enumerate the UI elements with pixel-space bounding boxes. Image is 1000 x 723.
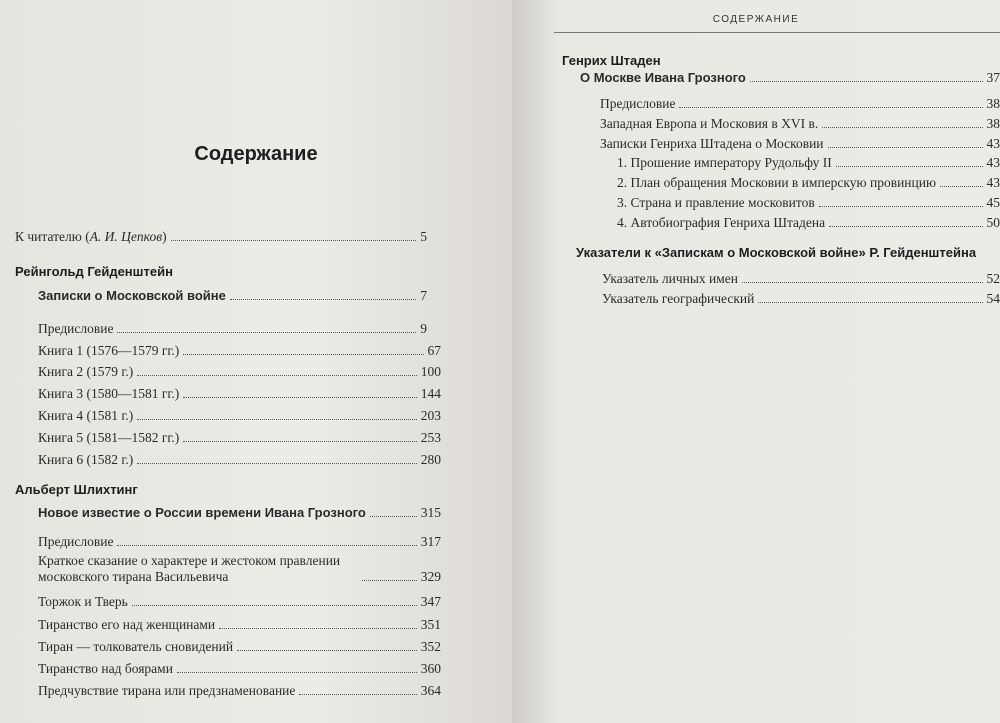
toc-entry-work [38,288,427,304]
toc-entry-work: О Москве Ивана Грозного 37 [580,70,1000,85]
author-heading-staden: Генрих Штаден [562,53,661,68]
toc-entry-work: Новое известие о России времени Ивана Грозного 315 [38,505,441,520]
running-head-rule [554,32,1000,33]
toc-entry: Краткое сказание о характере и жестоком правлении московского тирана Васильевича 329 [38,553,441,584]
toc-entry: Книга 2 (1579 г.) 100 [38,364,441,379]
author-heading-schlichting: Альберт Шлихтинг [15,482,138,497]
toc-entry-intro [15,229,427,245]
toc-entry: Записки Генриха Штадена о Московии 43 [600,136,1000,151]
toc-entry: Книга 4 (1581 г.) 203 [38,408,441,423]
toc-entry: Книга 3 (1580—1581 гг.) 144 [38,386,441,401]
toc-entry: Указатель личных имен 52 [602,271,1000,286]
toc-entry: Книга 5 (1581—1582 гг.) 253 [38,430,441,445]
running-head: СОДЕРЖАНИЕ [712,14,800,25]
toc-entry: Предисловие 9 [38,321,427,336]
right-page [512,0,1000,723]
toc-entry: 3. Страна и правление московитов 45 [617,195,1000,210]
page-title: Содержание [194,143,318,165]
author-heading-heidenstein: Рейнгольд Гейденштейн [15,264,173,279]
section-heading-heidenstein-indexes: Указатели к «Запискам о Московской войне» Р. Гейденштейна [576,245,977,260]
toc-entry: Западная Европа и Московия в XVI в. 38 [600,116,1000,131]
toc-entry: Предисловие 38 [600,96,1000,111]
toc-entry: Тиранство его над женщинами 351 [38,617,441,632]
toc-entry-title: Записки о Московской войне [38,288,226,303]
toc-entry: Торжок и Тверь 347 [38,594,441,609]
toc-entry: Указатель географический 54 [602,291,1000,306]
toc-entry-title: К читателю (А. И. Цепков) [15,229,167,244]
toc-entry: 4. Автобиография Генриха Штадена 50 [617,215,1000,230]
toc-entry: Книга 6 (1582 г.) 280 [38,452,441,467]
toc-entry: 2. План обращения Московии в имперскую провинцию 43 [617,175,1000,190]
toc-entry-page: 7 [420,288,427,303]
toc-entry: 1. Прошение императору Рудольфу II 43 [617,155,1000,170]
toc-entry: Предчувствие тирана или предзнаменование 364 [38,683,441,698]
toc-entry: Тиранство над боярами 360 [38,661,441,676]
toc-entry: Книга 1 (1576—1579 гг.) 67 [38,343,441,358]
toc-entry-page: 5 [420,229,427,244]
toc-entry: Тиран — толкователь сновидений 352 [38,639,441,654]
toc-entry: Предисловие 317 [38,534,441,549]
